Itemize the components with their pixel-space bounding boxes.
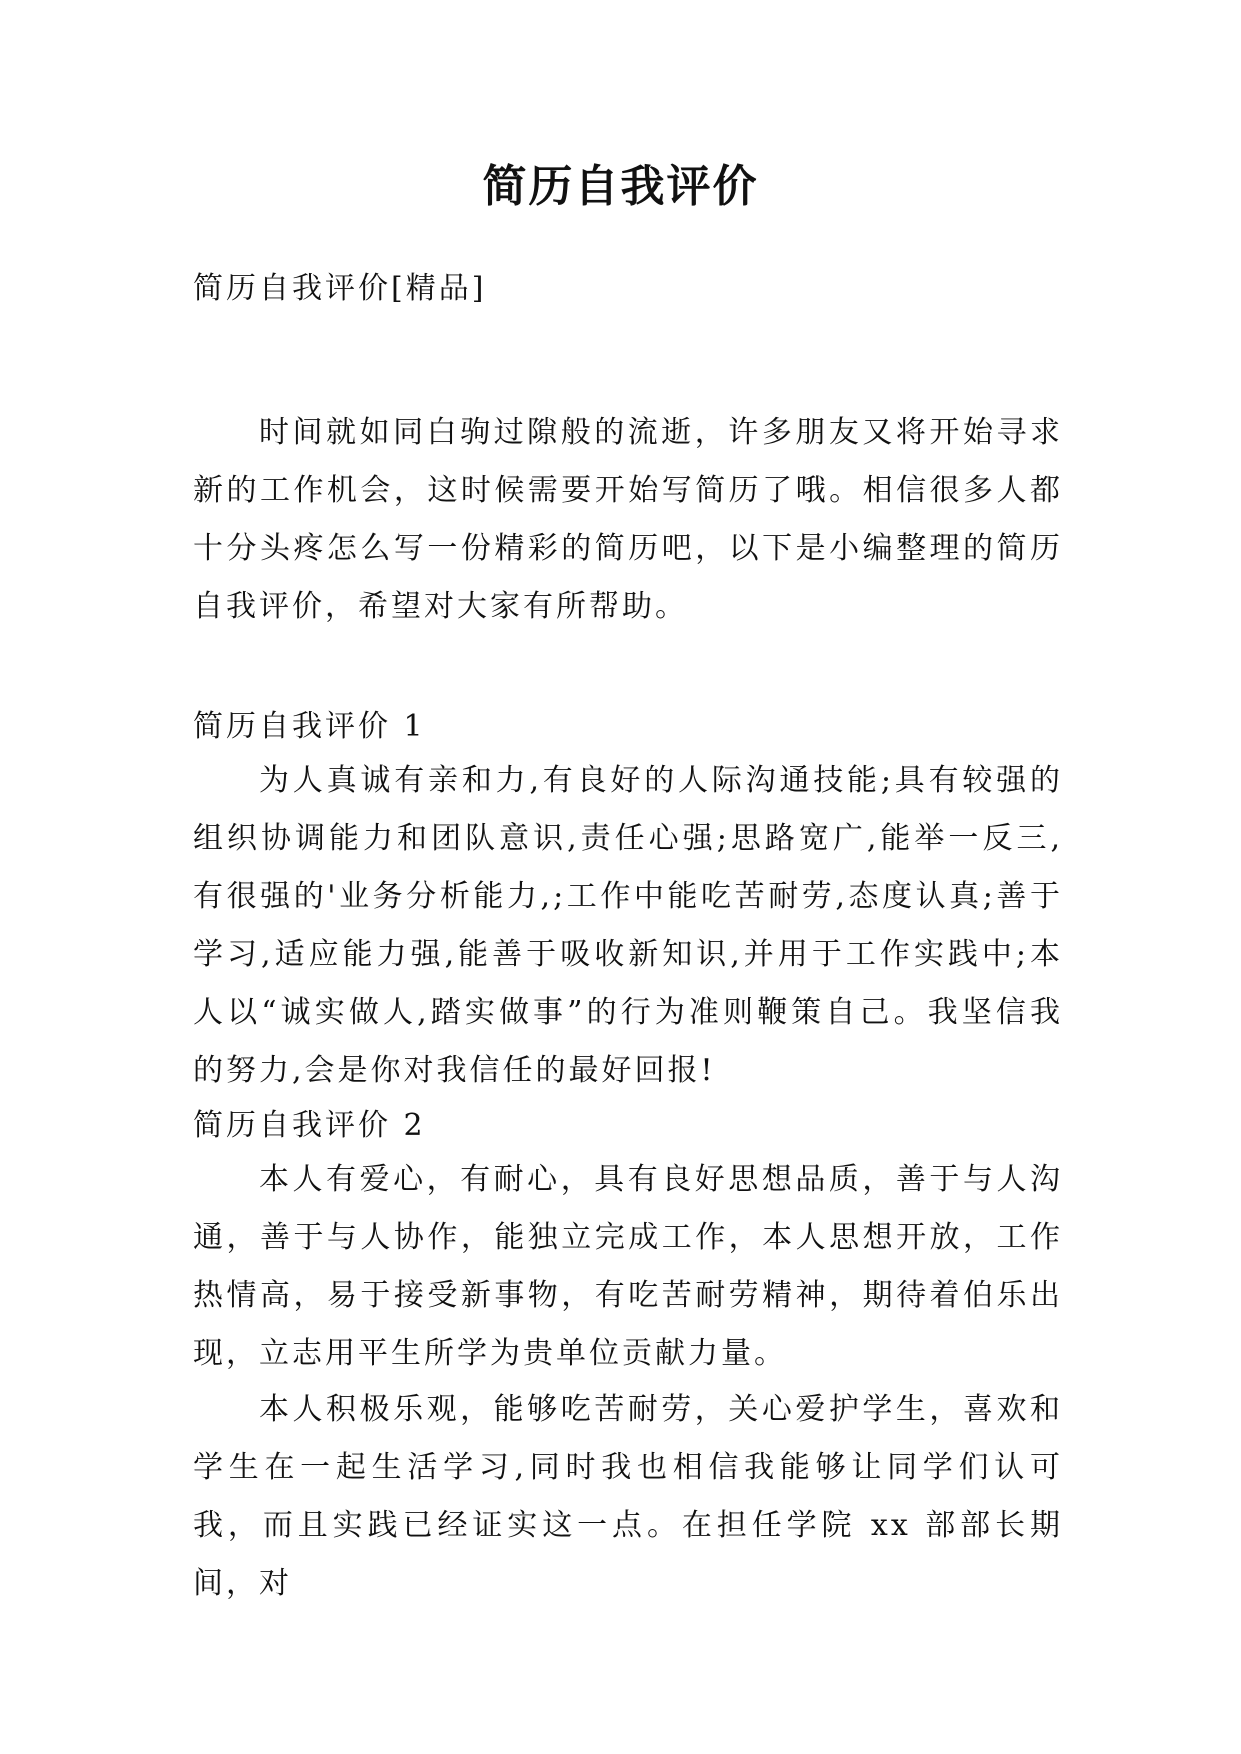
section-paragraph-1: 为人真诚有亲和力,有良好的人际沟通技能;具有较强的组织协调能力和团队意识,责任心强;思路宽广,能举一反三,有很强的'业务分析能力,;工作中能吃苦耐劳,态度认真;善于学习,适应能力强,能善于吸收新知识,并用于工作实践中;本人以“诚实做人,踏实做事”的行为准则鞭策自己。我坚信我的努力,会是你对我信任的最好回报! <box>193 763 1063 1088</box>
intro-paragraph: 时间就如同白驹过隙般的流逝，许多朋友又将开始寻求新的工作机会，这时候需要开始写简历了哦。相信很多人都十分头疼怎么写一份精彩的简历吧，以下是小编整理的简历自我评价，希望对大家有所帮助。 <box>193 415 1063 624</box>
section-heading-2: 简历自我评价 2 <box>193 1108 426 1143</box>
section-paragraph-2: 本人有爱心，有耐心，具有良好思想品质，善于与人沟通，善于与人协作，能独立完成工作，本人思想开放，工作热情高，易于接受新事物，有吃苦耐劳精神，期待着伯乐出现，立志用平生所学为贵单位贡献力量。 <box>193 1162 1063 1371</box>
document-title: 简历自我评价 <box>482 161 759 212</box>
section-heading-1: 简历自我评价 1 <box>193 709 426 744</box>
section-paragraph-3: 本人积极乐观，能够吃苦耐劳，关心爱护学生，喜欢和学生在一起生活学习,同时我也相信我能够让同学们认可我，而且实践已经证实这一点。在担任学院 xx 部部长期间，对 <box>193 1392 1063 1601</box>
document-subtitle: 简历自我评价[精品] <box>193 271 487 306</box>
